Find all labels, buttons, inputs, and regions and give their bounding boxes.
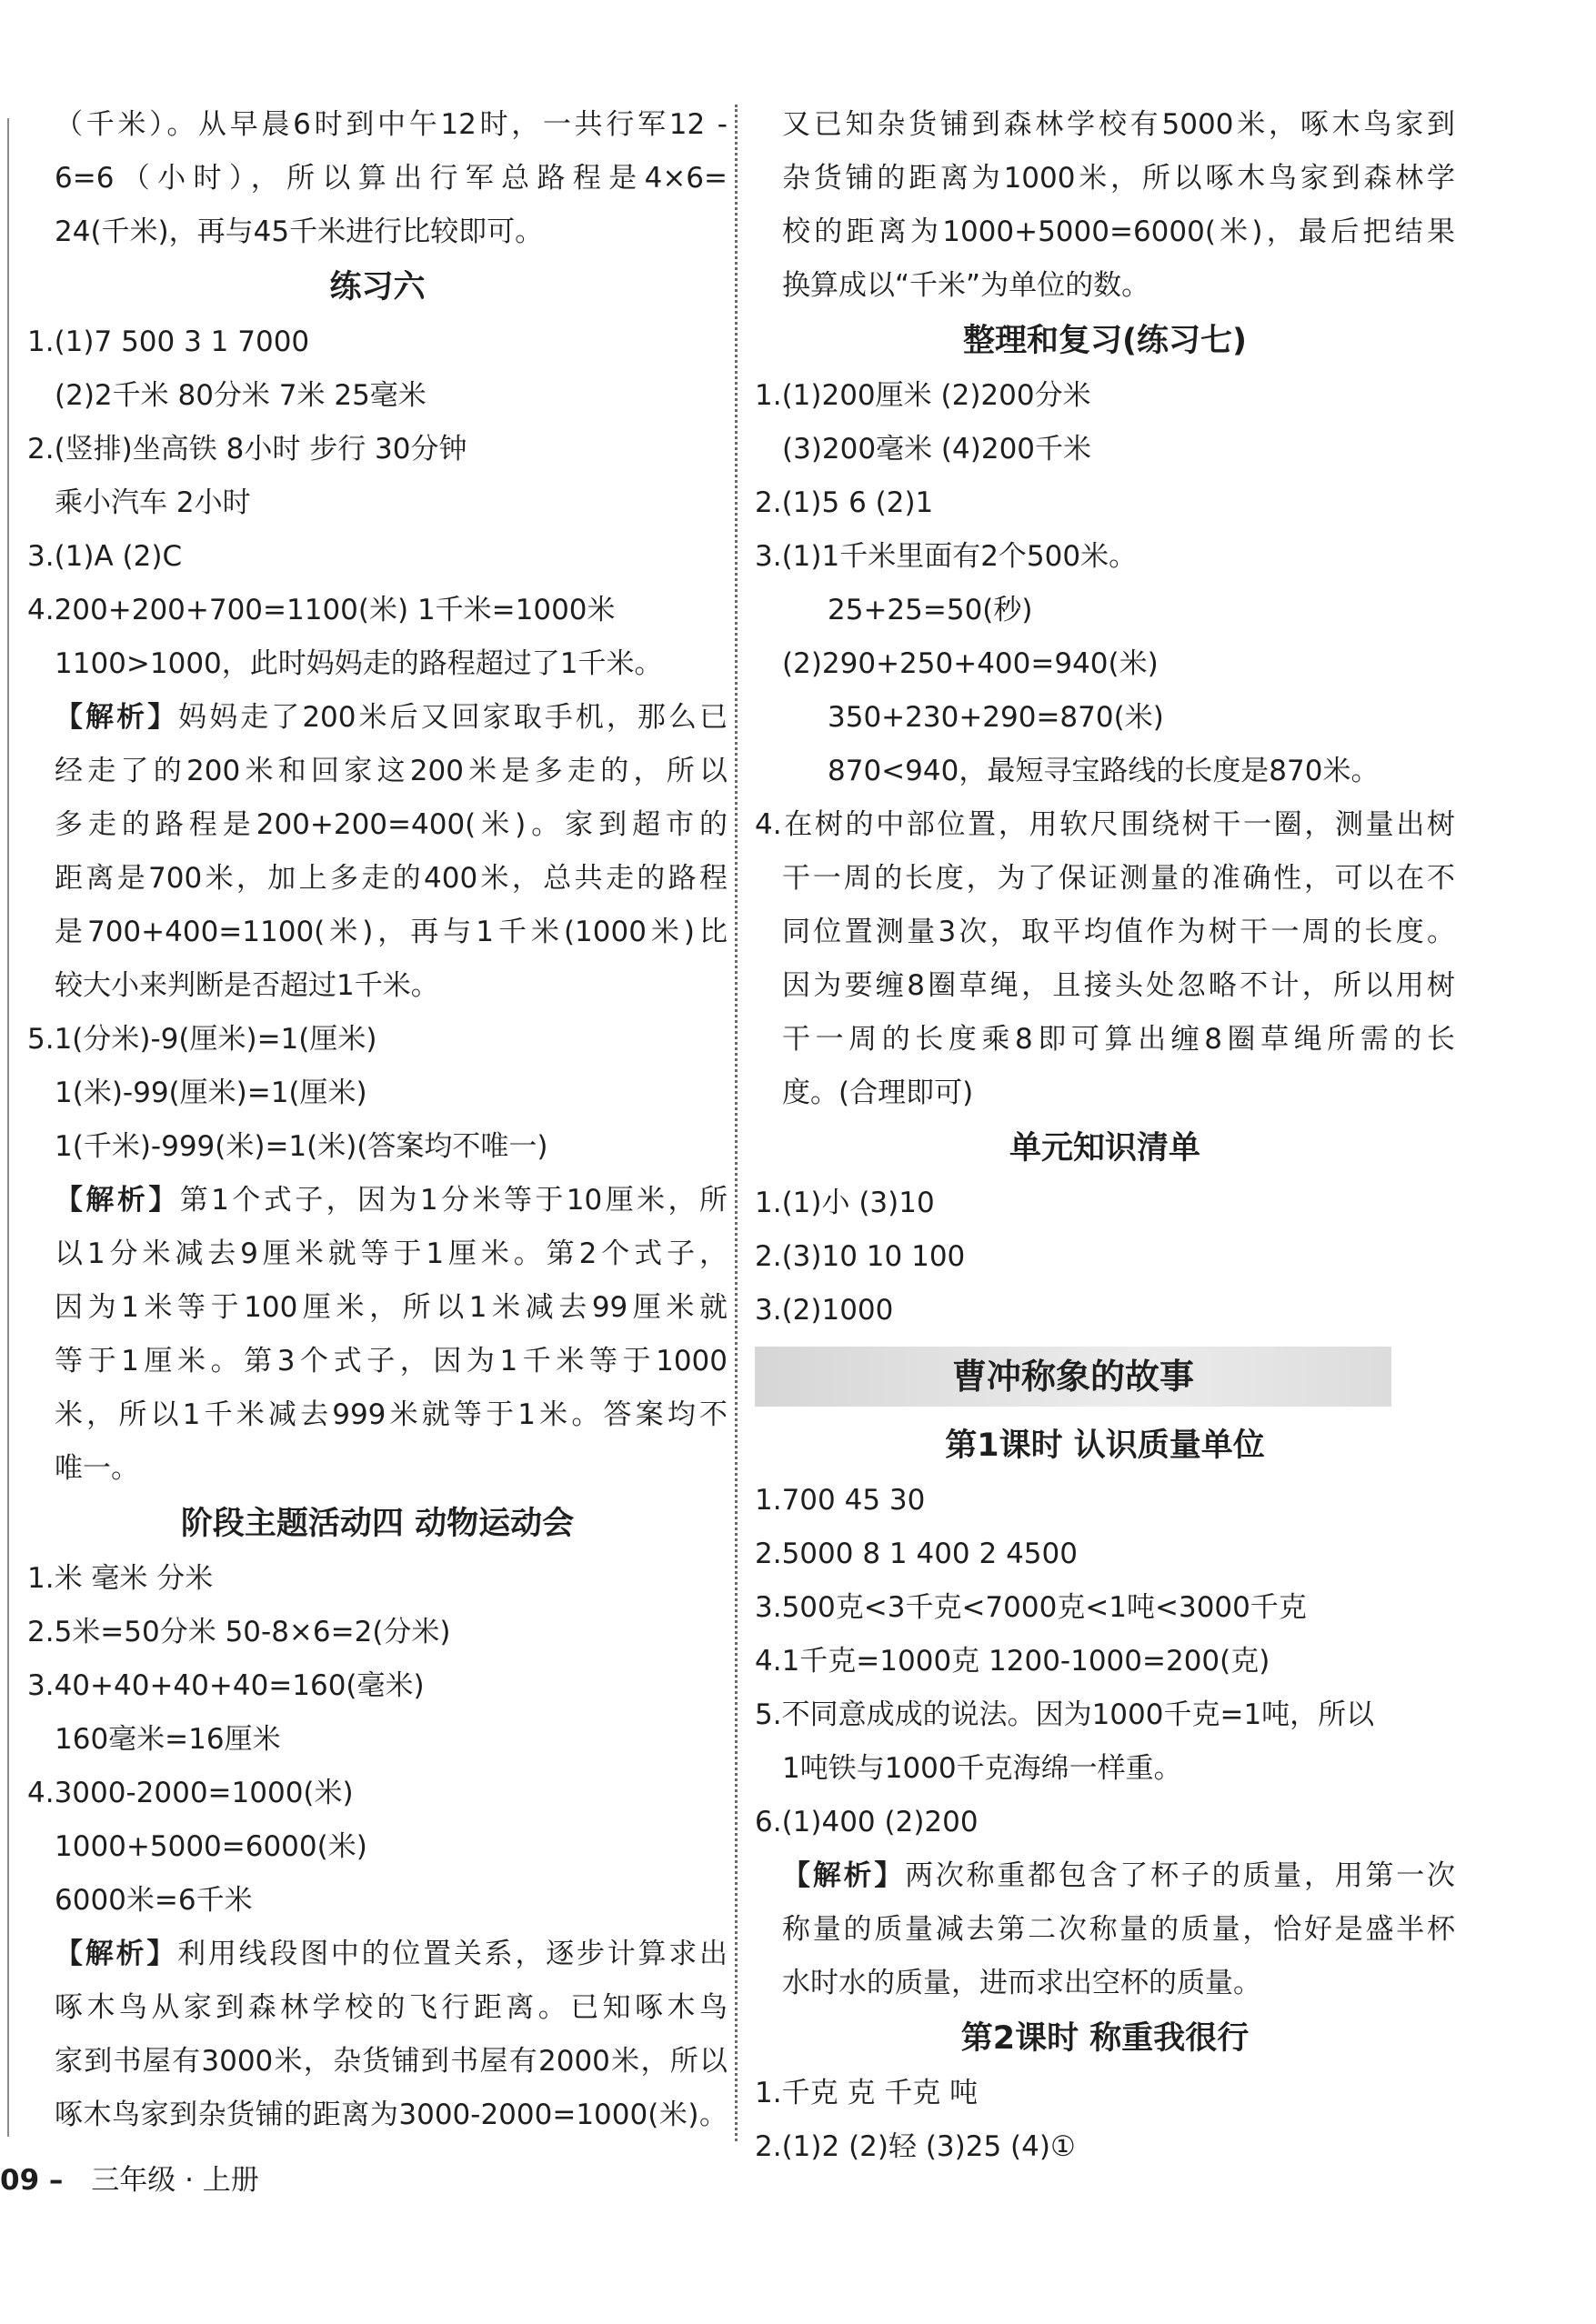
text-line — [27, 1606, 728, 1659]
text-line — [755, 637, 1455, 691]
text-line — [755, 584, 1455, 637]
text-line — [755, 476, 1455, 530]
text-line — [27, 745, 728, 798]
line-text: 水时水的质量，进而求出空杯的质量。 — [782, 1967, 1261, 1999]
text-line — [755, 798, 1455, 852]
text-line — [755, 745, 1455, 798]
line-text: 160毫米=16厘米 — [55, 1723, 281, 1756]
text-line — [27, 852, 728, 906]
line-text: 2.(1)2 (2)轻 (3)25 (4)① — [755, 2130, 1076, 2163]
line-text: 4.200+200+700=1100(米) 1千米=1000米 — [27, 594, 616, 626]
line-text: 1.米 毫米 分米 — [27, 1562, 214, 1595]
text-line — [755, 1230, 1455, 1284]
text-line — [755, 1581, 1455, 1635]
line-text: 3.(1)1千米里面有2个500米。 — [755, 540, 1138, 573]
line-text: 2.5米=50分米 50-8×6=2(分米) — [27, 1616, 451, 1648]
line-text: 又已知杂货铺到森林学校有5000米，啄木鸟家到 — [782, 108, 1455, 141]
line-text: 以1分米减去9厘米就等于1厘米。第2个式子， — [55, 1237, 728, 1270]
line-text: 5.1(分米)-9(厘米)=1(厘米) — [27, 1023, 377, 1056]
text-line — [27, 691, 728, 745]
text-line — [27, 152, 728, 205]
line-text: 4.1千克=1000克 1200-1000=200(克) — [755, 1645, 1270, 1678]
text-line — [27, 423, 728, 476]
line-text: 1.(1)200厘米 (2)200分米 — [755, 379, 1091, 412]
section-heading — [27, 259, 728, 316]
text-line — [755, 530, 1455, 584]
text-line — [755, 1796, 1455, 1849]
text-line — [27, 1820, 728, 1874]
text-line — [755, 1957, 1455, 2010]
line-text: 4.3000-2000=1000(米) — [27, 1777, 354, 1809]
line-text: 距离是700米，加上多走的400米，总共走的路程 — [55, 862, 728, 895]
line-text: 1吨铁与1000千克海绵一样重。 — [782, 1752, 1182, 1785]
text-line — [755, 2120, 1455, 2174]
analysis-tag: 【解析】 — [55, 1184, 180, 1217]
line-text: 2.(3)10 10 100 — [755, 1240, 966, 1273]
text-line — [755, 959, 1455, 1013]
line-text: 干一周的长度，为了保证测量的准确性，可以在不 — [782, 862, 1455, 895]
line-text: 870<940，最短寻宝路线的长度是870米。 — [828, 755, 1380, 787]
line-text: 1(米)-99(厘米)=1(厘米) — [55, 1077, 367, 1109]
text-line — [755, 1528, 1455, 1581]
text-line — [27, 584, 728, 637]
text-line — [755, 1635, 1455, 1688]
text-line — [27, 1013, 728, 1067]
text-line — [755, 152, 1455, 205]
text-line — [27, 476, 728, 530]
line-text: 啄木鸟从家到森林学校的飞行距离。已知啄木鸟 — [55, 1991, 728, 2024]
right-column — [755, 98, 1455, 2174]
text-line — [755, 423, 1455, 476]
line-text: 5.不同意成成的说法。因为1000千克=1吨，所以 — [755, 1698, 1375, 1731]
analysis-tag: 【解析】 — [55, 1938, 178, 1970]
line-text: 1.(1)小 (3)10 — [755, 1187, 935, 1219]
text-line — [27, 98, 728, 152]
line-text: 因为要缠8圈草绳，且接头处忽略不计，所以用树 — [782, 969, 1455, 1002]
page-edge-line — [7, 118, 9, 2137]
text-line — [27, 906, 728, 959]
line-text: 干一周的长度乘8即可算出缠8圈草绳所需的长 — [782, 1023, 1455, 1056]
text-line — [755, 2067, 1455, 2120]
text-line — [27, 1067, 728, 1120]
section-heading — [755, 2010, 1455, 2067]
text-line — [755, 369, 1455, 423]
text-line — [755, 1067, 1455, 1120]
line-text: 整理和复习(练习七) — [963, 323, 1247, 359]
text-line — [27, 1659, 728, 1713]
line-text: 1.(1)7 500 3 1 7000 — [27, 326, 310, 358]
line-text: 较大小来判断是否超过1千米。 — [55, 969, 439, 1002]
text-line — [755, 1177, 1455, 1230]
line-text: 换算成以“千米”为单位的数。 — [782, 269, 1150, 302]
text-line — [27, 1767, 728, 1820]
line-text: 350+230+290=870(米) — [828, 701, 1164, 734]
line-text: 阶段主题活动四 动物运动会 — [180, 1506, 575, 1542]
text-line — [27, 637, 728, 691]
line-text: 第1课时 认识质量单位 — [945, 1427, 1265, 1464]
line-text: 米，所以1千米减去999米就等于1米。答案均不 — [55, 1398, 728, 1431]
line-text: 乘小汽车 2小时 — [55, 486, 251, 519]
text-line — [755, 1284, 1455, 1337]
line-text: 1.700 45 30 — [755, 1484, 926, 1517]
line-text: 2.(1)5 6 (2)1 — [755, 486, 934, 519]
line-text: (2)290+250+400=940(米) — [782, 647, 1159, 680]
line-text: 妈妈走了200米后又回家取手机，那么已 — [178, 701, 728, 734]
line-text: 称量的质量减去第二次称量的质量，恰好是盛半杯 — [782, 1913, 1455, 1946]
text-line — [27, 369, 728, 423]
text-line — [27, 1928, 728, 1981]
line-text: 4.在树的中部位置，用软尺围绕树干一圈，测量出树 — [755, 808, 1455, 841]
text-line — [755, 205, 1455, 259]
line-text: 3.500克<3千克<7000克<1吨<3000千克 — [755, 1591, 1307, 1624]
line-text: 同位置测量3次，取平均值作为树干一周的长度。 — [782, 916, 1455, 948]
line-text: 等于1厘米。第3个式子，因为1千米等于1000 — [55, 1345, 728, 1377]
text-line — [755, 259, 1455, 313]
book-title: 三年级 · 上册 — [91, 2164, 259, 2197]
line-text: 24(千米)，再与45千米进行比较即可。 — [55, 215, 544, 248]
text-line — [755, 1903, 1455, 1957]
section-heading — [755, 1120, 1455, 1177]
text-line — [27, 1388, 728, 1442]
line-text: 是700+400=1100(米)，再与1千米(1000米)比 — [55, 916, 728, 948]
line-text: 3.40+40+40+40=160(毫米) — [27, 1669, 425, 1702]
text-line — [27, 1552, 728, 1606]
left-column — [27, 98, 728, 2142]
line-text: 多走的路程是200+200=400(米)。家到超市的 — [55, 808, 728, 841]
text-line — [755, 1013, 1455, 1067]
line-text: 6=6（小时），所以算出行军总路程是4×6= — [55, 162, 728, 195]
line-text: （千米）。从早晨6时到中午12时，一共行军12 - — [55, 108, 728, 141]
text-line — [27, 1874, 728, 1928]
page-footer — [0, 2157, 259, 2198]
line-text: 1.千克 克 千克 吨 — [755, 2077, 979, 2109]
line-text: 3.(2)1000 — [755, 1294, 894, 1327]
text-line — [755, 906, 1455, 959]
text-line — [27, 1227, 728, 1281]
line-text: 第1个式子，因为1分米等于10厘米，所 — [179, 1184, 728, 1217]
section-heading — [755, 313, 1455, 369]
line-text: 唯一。 — [55, 1452, 139, 1485]
text-line — [27, 2035, 728, 2089]
unit-banner — [755, 1347, 1391, 1407]
line-text: 1100>1000，此时妈妈走的路程超过了1千米。 — [55, 647, 663, 680]
line-text: (2)2千米 80分米 7米 25毫米 — [55, 379, 427, 412]
text-line — [755, 98, 1455, 152]
text-line — [27, 205, 728, 259]
text-line — [27, 2089, 728, 2142]
line-text: 因为1米等于100厘米，所以1米减去99厘米就 — [55, 1291, 728, 1324]
text-line — [27, 959, 728, 1013]
text-line — [755, 1742, 1455, 1796]
line-text: 家到书屋有3000米，杂货铺到书屋有2000米，所以 — [55, 2045, 728, 2078]
page-number: 09 – — [0, 2164, 64, 2197]
line-text: 经走了的200米和回家这200米是多走的，所以 — [55, 755, 728, 787]
text-line — [27, 1281, 728, 1335]
text-line — [27, 1174, 728, 1227]
line-text: 练习六 — [329, 269, 426, 306]
section-heading — [27, 1496, 728, 1552]
text-line — [27, 1120, 728, 1174]
line-text: 啄木鸟家到杂货铺的距离为3000-2000=1000(米)。 — [55, 2099, 728, 2131]
text-line — [755, 852, 1455, 906]
line-text: 利用线段图中的位置关系，逐步计算求出 — [177, 1938, 728, 1970]
text-line — [27, 1981, 728, 2035]
text-line — [27, 1713, 728, 1767]
line-text: 度。(合理即可) — [782, 1077, 974, 1109]
text-line — [27, 1335, 728, 1388]
text-line — [755, 1474, 1455, 1528]
line-text: 6000米=6千米 — [55, 1884, 253, 1917]
line-text: 1(千米)-999(米)=1(米)(答案均不唯一) — [55, 1130, 548, 1163]
analysis-tag: 【解析】 — [782, 1859, 906, 1892]
line-text: 曹冲称象的故事 — [951, 1357, 1194, 1397]
line-text: 2.5000 8 1 400 2 4500 — [755, 1538, 1078, 1570]
line-text: 25+25=50(秒) — [828, 594, 1033, 626]
line-text: 1000+5000=6000(米) — [55, 1830, 367, 1863]
line-text: 2.(竖排)坐高铁 8小时 步行 30分钟 — [27, 433, 467, 466]
section-heading — [755, 1417, 1455, 1474]
text-line — [755, 1688, 1455, 1742]
line-text: 第2课时 称重我很行 — [960, 2020, 1250, 2057]
line-text: (3)200毫米 (4)200千米 — [782, 433, 1092, 466]
column-divider — [735, 105, 738, 2141]
line-text: 单元知识清单 — [1009, 1130, 1200, 1167]
text-line — [27, 530, 728, 584]
line-text: 3.(1)A (2)C — [27, 540, 183, 573]
line-text: 6.(1)400 (2)200 — [755, 1806, 979, 1838]
text-line — [755, 1849, 1455, 1903]
text-line — [755, 691, 1455, 745]
text-line — [27, 316, 728, 369]
text-line — [27, 798, 728, 852]
line-text: 校的距离为1000+5000=6000(米)，最后把结果 — [782, 215, 1455, 248]
text-line — [27, 1442, 728, 1496]
line-text: 两次称重都包含了杯子的质量，用第一次 — [905, 1859, 1456, 1892]
analysis-tag: 【解析】 — [55, 701, 179, 734]
line-text: 杂货铺的距离为1000米，所以啄木鸟家到森林学 — [782, 162, 1455, 195]
